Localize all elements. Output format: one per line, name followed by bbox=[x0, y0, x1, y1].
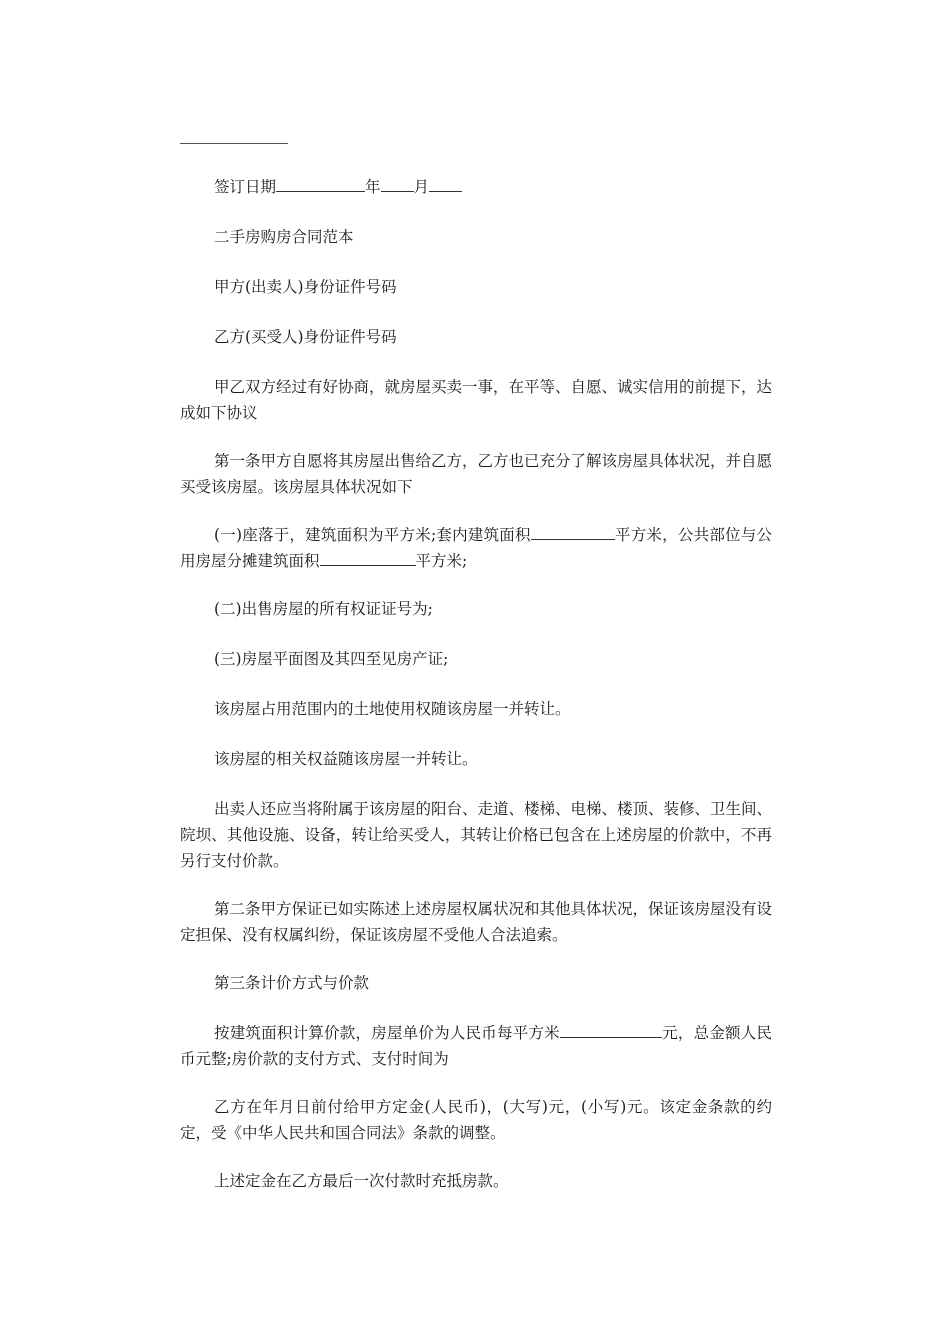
unit-price-blank bbox=[560, 1023, 662, 1038]
sign-date-line bbox=[180, 174, 772, 200]
article-3: 第三条计价方式与价款 bbox=[214, 974, 370, 992]
inner-area-blank bbox=[531, 525, 615, 540]
document-title: 二手房购房合同范本 bbox=[214, 228, 354, 246]
party-b: 乙方(买受人)身份证件号码 bbox=[214, 328, 397, 346]
article-2: 第二条甲方保证已如实陈述上述房屋权属状况和其他具体状况，保证该房屋没有设定担保、没有权属纠纷，保证该房屋不受他人合法追索。 bbox=[180, 900, 773, 944]
attachments-paragraph: 出卖人还应当将附属于该房屋的阳台、走道、楼梯、电梯、楼顶、装修、卫生间、院坝、其他设施、设备，转让给买受人，其转让价格已包含在上述房屋的价款中，不再另行支付价款。 bbox=[180, 800, 773, 870]
item-1-text-b: 平方米，公共部位与公用房屋分摊建筑面积 bbox=[180, 526, 772, 570]
item-3: (三)房屋平面图及其四至见房产证; bbox=[214, 650, 449, 668]
pricing-paragraph bbox=[180, 1020, 772, 1072]
sign-date-month: 月 bbox=[413, 178, 430, 196]
article-1: 第一条甲方自愿将其房屋出售给乙方，乙方也已充分了解该房屋具体状况，并自愿买受该房屋。该房屋具体状况如下 bbox=[180, 452, 773, 496]
sign-month-blank bbox=[381, 177, 414, 192]
sign-date-label: 签订日期 bbox=[214, 178, 277, 196]
item-1 bbox=[180, 522, 772, 574]
party-a: 甲方(出卖人)身份证件号码 bbox=[214, 278, 397, 296]
sign-date-year: 年 bbox=[365, 178, 381, 196]
deposit-offset-paragraph: 上述定金在乙方最后一次付款时充抵房款。 bbox=[214, 1172, 509, 1190]
item-2: (二)出售房屋的所有权证证号为; bbox=[214, 600, 433, 618]
pricing-text-a: 按建筑面积计算价款，房屋单价为人民币每平方米 bbox=[214, 1024, 560, 1042]
item-1-text-c: 平方米; bbox=[415, 552, 468, 570]
land-use-paragraph: 该房屋占用范围内的土地使用权随该房屋一并转让。 bbox=[214, 700, 571, 718]
item-1-text-a: (一)座落于，建筑面积为平方米;套内建筑面积 bbox=[214, 526, 531, 544]
intro-paragraph: 甲乙双方经过有好协商，就房屋买卖一事，在平等、自愿、诚实信用的前提下，达成如下协议 bbox=[180, 378, 773, 422]
rights-paragraph: 该房屋的相关权益随该房屋一并转让。 bbox=[214, 750, 478, 768]
deposit-paragraph: 乙方在年月日前付给甲方定金(人民币)，(大写)元，(小写)元。该定金条款的约定，受《中华人民共和国合同法》条款的调整。 bbox=[180, 1098, 772, 1142]
sign-date-blank bbox=[276, 177, 365, 192]
sign-day-blank bbox=[429, 177, 462, 192]
pricing-text-b: 元，总金额人民币元整;房价款的支付方式、支付时间为 bbox=[180, 1024, 772, 1068]
top-rule bbox=[180, 143, 288, 144]
shared-area-blank bbox=[320, 551, 416, 566]
